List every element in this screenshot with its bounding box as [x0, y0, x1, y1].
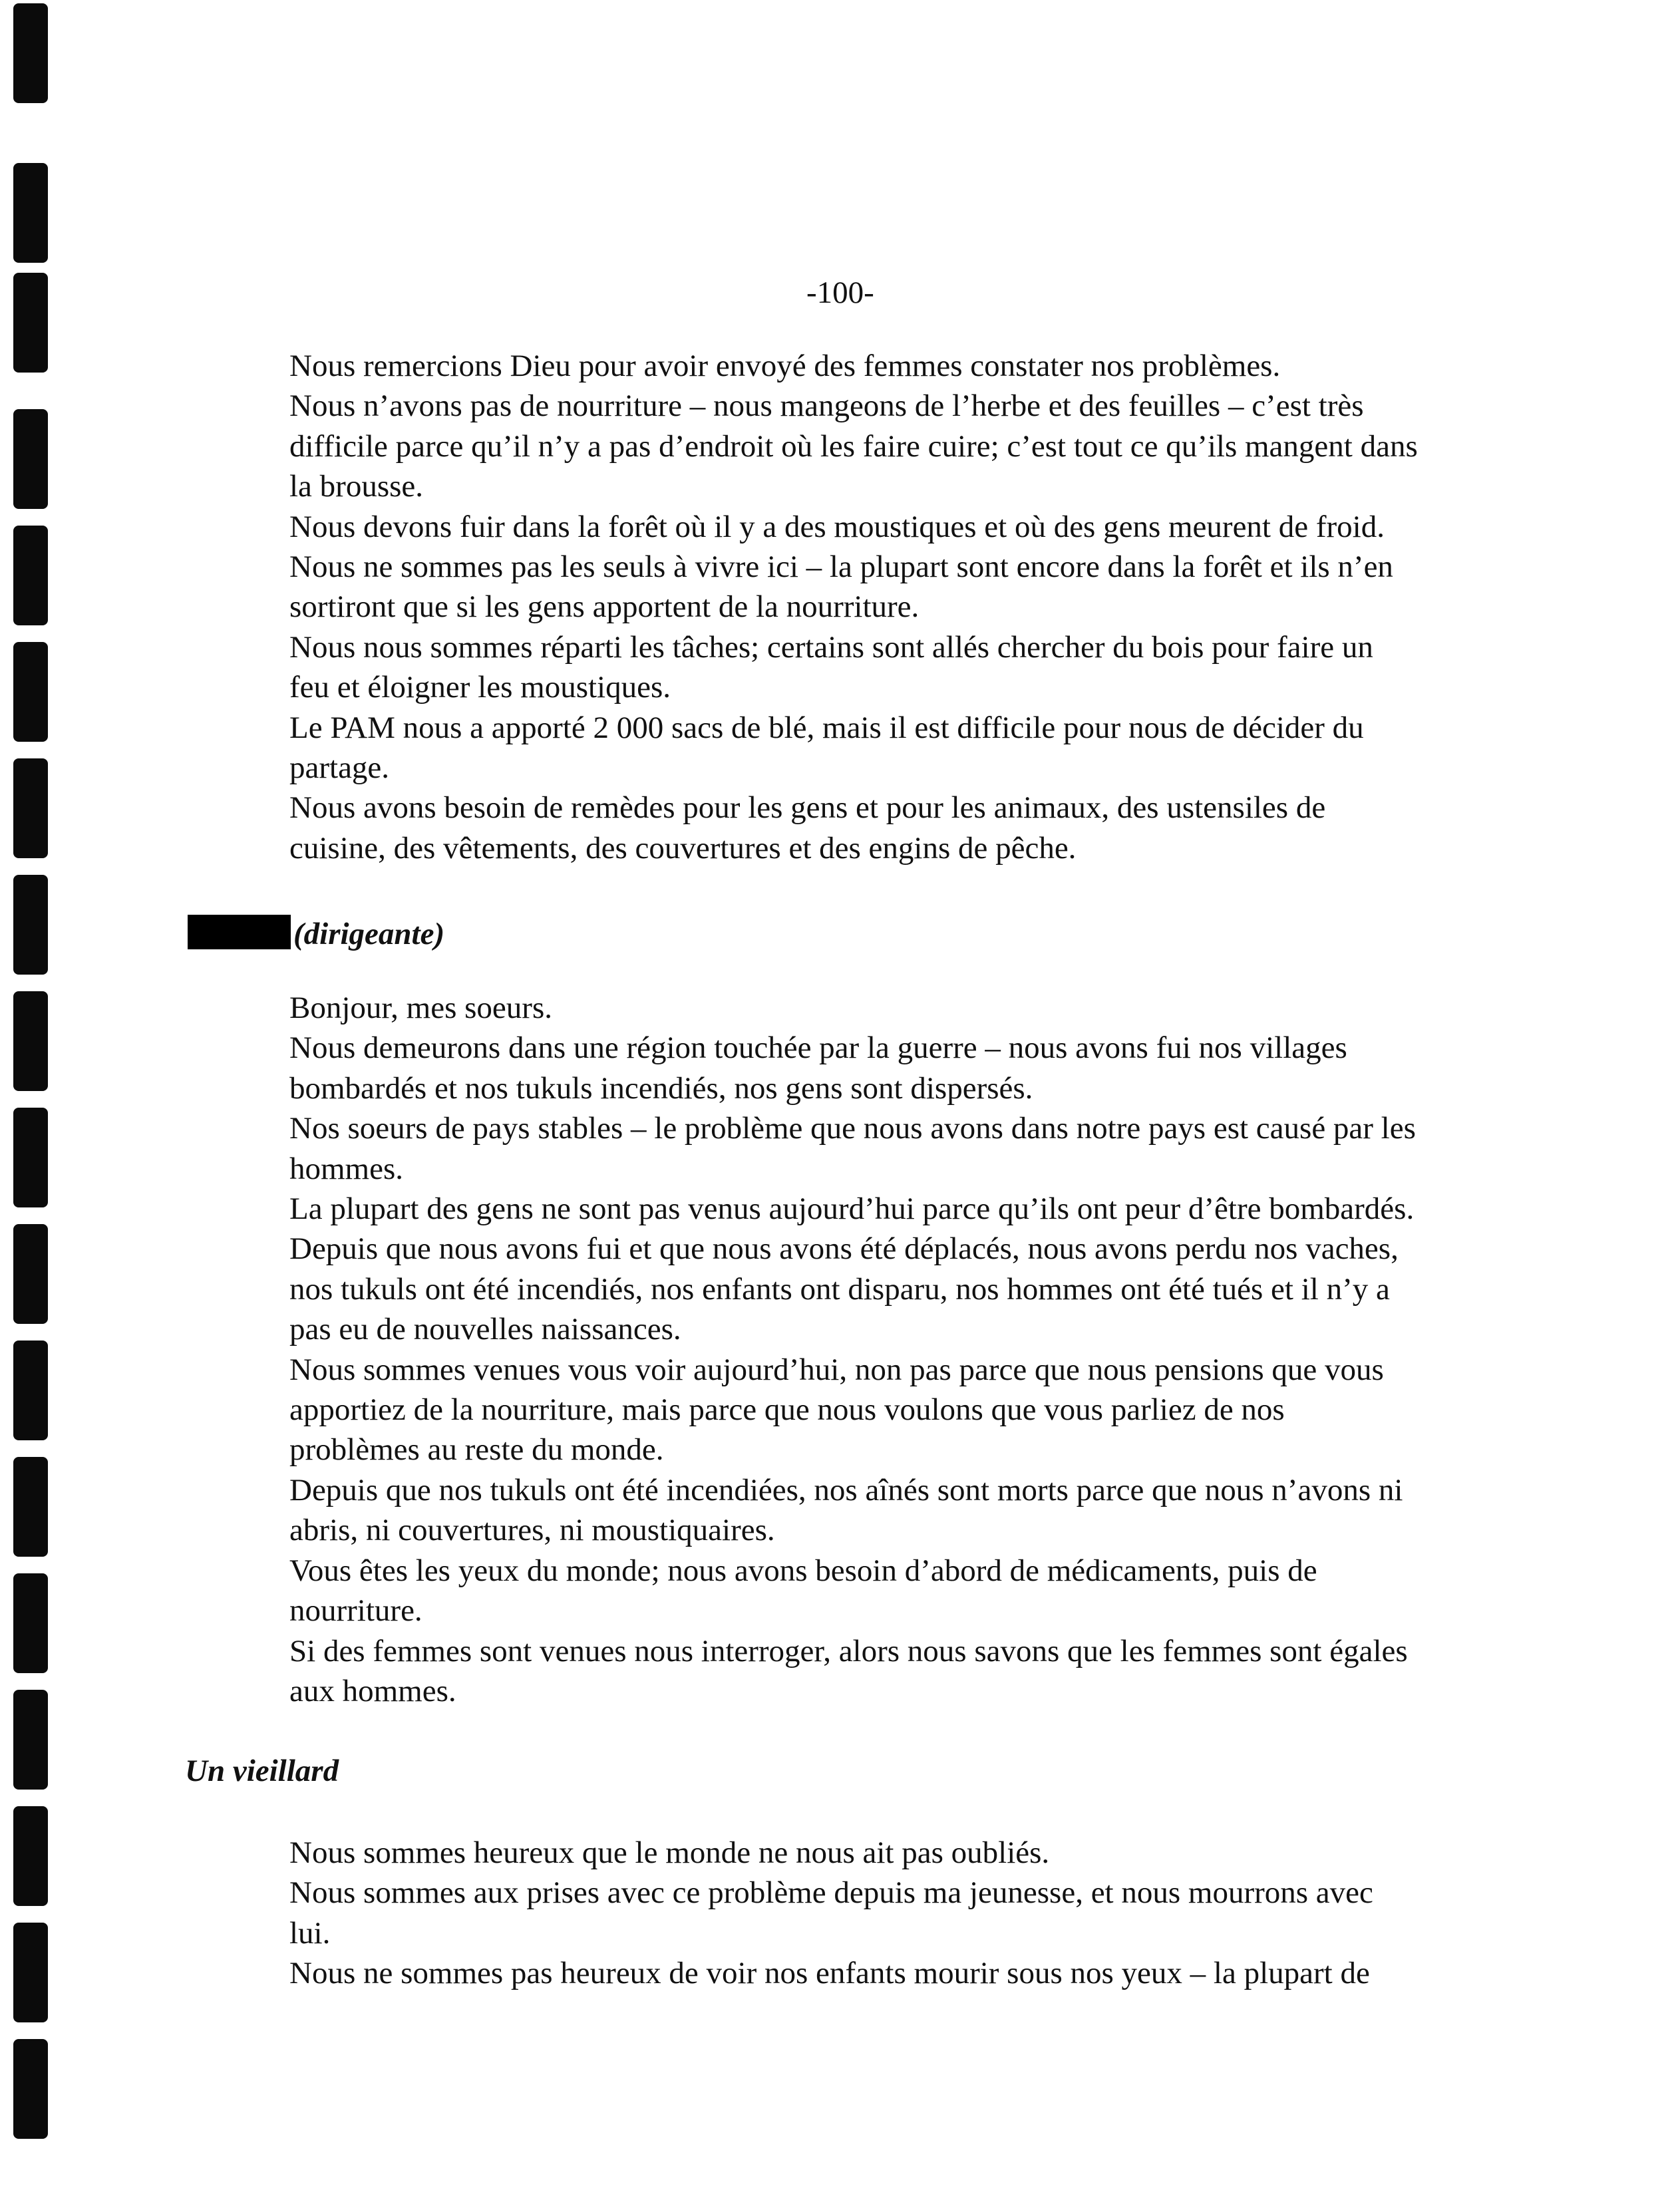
- text-line: Vous êtes les yeux du monde; nous avons besoin d’abord de médicaments, puis de: [289, 1553, 1317, 1588]
- binder-hole: [13, 409, 48, 509]
- speaker-heading-vieillard: Un vieillard: [185, 1754, 339, 1788]
- text-line: Le PAM nous a apporté 2 000 sacs de blé, mais il est difficile pour nous de décider du: [289, 710, 1364, 745]
- text-line: hommes.: [289, 1151, 404, 1186]
- binder-hole: [13, 875, 48, 975]
- redacted-name: [188, 915, 291, 949]
- speaker-label: (dirigeante): [293, 917, 445, 951]
- binder-holes: [13, 0, 53, 2212]
- binder-hole: [13, 2039, 48, 2139]
- text-line: apportiez de la nourriture, mais parce que nous voulons que vous parliez de nos: [289, 1392, 1285, 1428]
- text-line: Nous sommes aux prises avec ce problème depuis ma jeunesse, et nous mourrons avec: [289, 1875, 1373, 1911]
- binder-hole: [13, 1573, 48, 1673]
- binder-hole: [13, 273, 48, 373]
- text-line: feu et éloigner les moustiques.: [289, 670, 671, 705]
- text-line: Depuis que nous avons fui et que nous avons été déplacés, nous avons perdu nos vaches,: [289, 1231, 1399, 1267]
- speaker-heading-dirigeante: [188, 915, 444, 952]
- binder-hole: [13, 1457, 48, 1557]
- text-line: nos tukuls ont été incendiés, nos enfants ont disparu, nos hommes ont été tués et il n’y a: [289, 1271, 1390, 1307]
- text-line: sortiront que si les gens apportent de la nourriture.: [289, 589, 920, 625]
- text-line: Depuis que nos tukuls ont été incendiées, nos aînés sont morts parce que nous n’avons ni: [289, 1472, 1403, 1507]
- text-line: Nous ne sommes pas heureux de voir nos enfants mourir sous nos yeux – la plupart de: [289, 1956, 1370, 1991]
- text-line: Nous devons fuir dans la forêt où il y a des moustiques et où des gens meurent de froid.: [289, 509, 1385, 544]
- binder-hole: [13, 1341, 48, 1440]
- text-line: Nous ne sommes pas les seuls à vivre ici – la plupart sont encore dans la forêt et ils n’en: [289, 550, 1393, 585]
- binder-hole: [13, 758, 48, 858]
- testimony-section-1: [289, 346, 1554, 868]
- binder-hole: [13, 1690, 48, 1790]
- binder-hole: [13, 1108, 48, 1207]
- binder-hole: [13, 1923, 48, 2022]
- text-line: lui.: [289, 1915, 331, 1951]
- text-line: Nos soeurs de pays stables – le problème que nous avons dans notre pays est causé par les: [289, 1111, 1416, 1146]
- binder-hole: [13, 991, 48, 1091]
- text-line: Nous nous sommes réparti les tâches; certains sont allés chercher du bois pour faire un: [289, 629, 1373, 665]
- binder-hole: [13, 1806, 48, 1906]
- text-line: problèmes au reste du monde.: [289, 1432, 664, 1468]
- text-line: Nous demeurons dans une région touchée par la guerre – nous avons fui nos villages: [289, 1030, 1347, 1066]
- text-line: pas eu de nouvelles naissances.: [289, 1312, 681, 1347]
- text-line: Bonjour, mes soeurs.: [289, 991, 552, 1025]
- binder-hole: [13, 3, 48, 103]
- text-line: Nous n’avons pas de nourriture – nous mangeons de l’herbe et des feuilles – c’est très: [289, 389, 1364, 424]
- binder-hole: [13, 642, 48, 742]
- binder-hole: [13, 163, 48, 263]
- text-line: Nous avons besoin de remèdes pour les gens et pour les animaux, des ustensiles de: [289, 790, 1326, 826]
- text-line: cuisine, des vêtements, des couvertures et des engins de pêche.: [289, 830, 1077, 866]
- text-line: bombardés et nos tukuls incendiés, nos gens sont dispersés.: [289, 1070, 1033, 1106]
- testimony-section-3: [289, 1833, 1554, 1994]
- page-number: -100-: [806, 275, 874, 310]
- binder-hole: [13, 1224, 48, 1324]
- text-line: Nous sommes heureux que le monde ne nous ait pas oubliés.: [289, 1835, 1050, 1870]
- text-line: aux hommes.: [289, 1673, 456, 1708]
- binder-hole: [13, 526, 48, 625]
- text-line: difficile parce qu’il n’y a pas d’endroit où les faire cuire; c’est tout ce qu’ils mangent dans: [289, 428, 1418, 464]
- testimony-section-2: [289, 988, 1554, 1711]
- text-line: abris, ni couvertures, ni moustiquaires.: [289, 1513, 775, 1548]
- text-line: Si des femmes sont venues nous interroger, alors nous savons que les femmes sont égales: [289, 1633, 1408, 1668]
- text-line: Nous sommes venues vous voir aujourd’hui, non pas parce que nous pensions que vous: [289, 1352, 1384, 1387]
- text-line: la brousse.: [289, 469, 424, 504]
- text-line: Nous remercions Dieu pour avoir envoyé des femmes constater nos problèmes.: [289, 349, 1281, 383]
- text-line: partage.: [289, 750, 390, 786]
- text-line: nourriture.: [289, 1593, 422, 1629]
- text-line: La plupart des gens ne sont pas venus aujourd’hui parce qu’ils ont peur d’être bombardés.: [289, 1191, 1415, 1227]
